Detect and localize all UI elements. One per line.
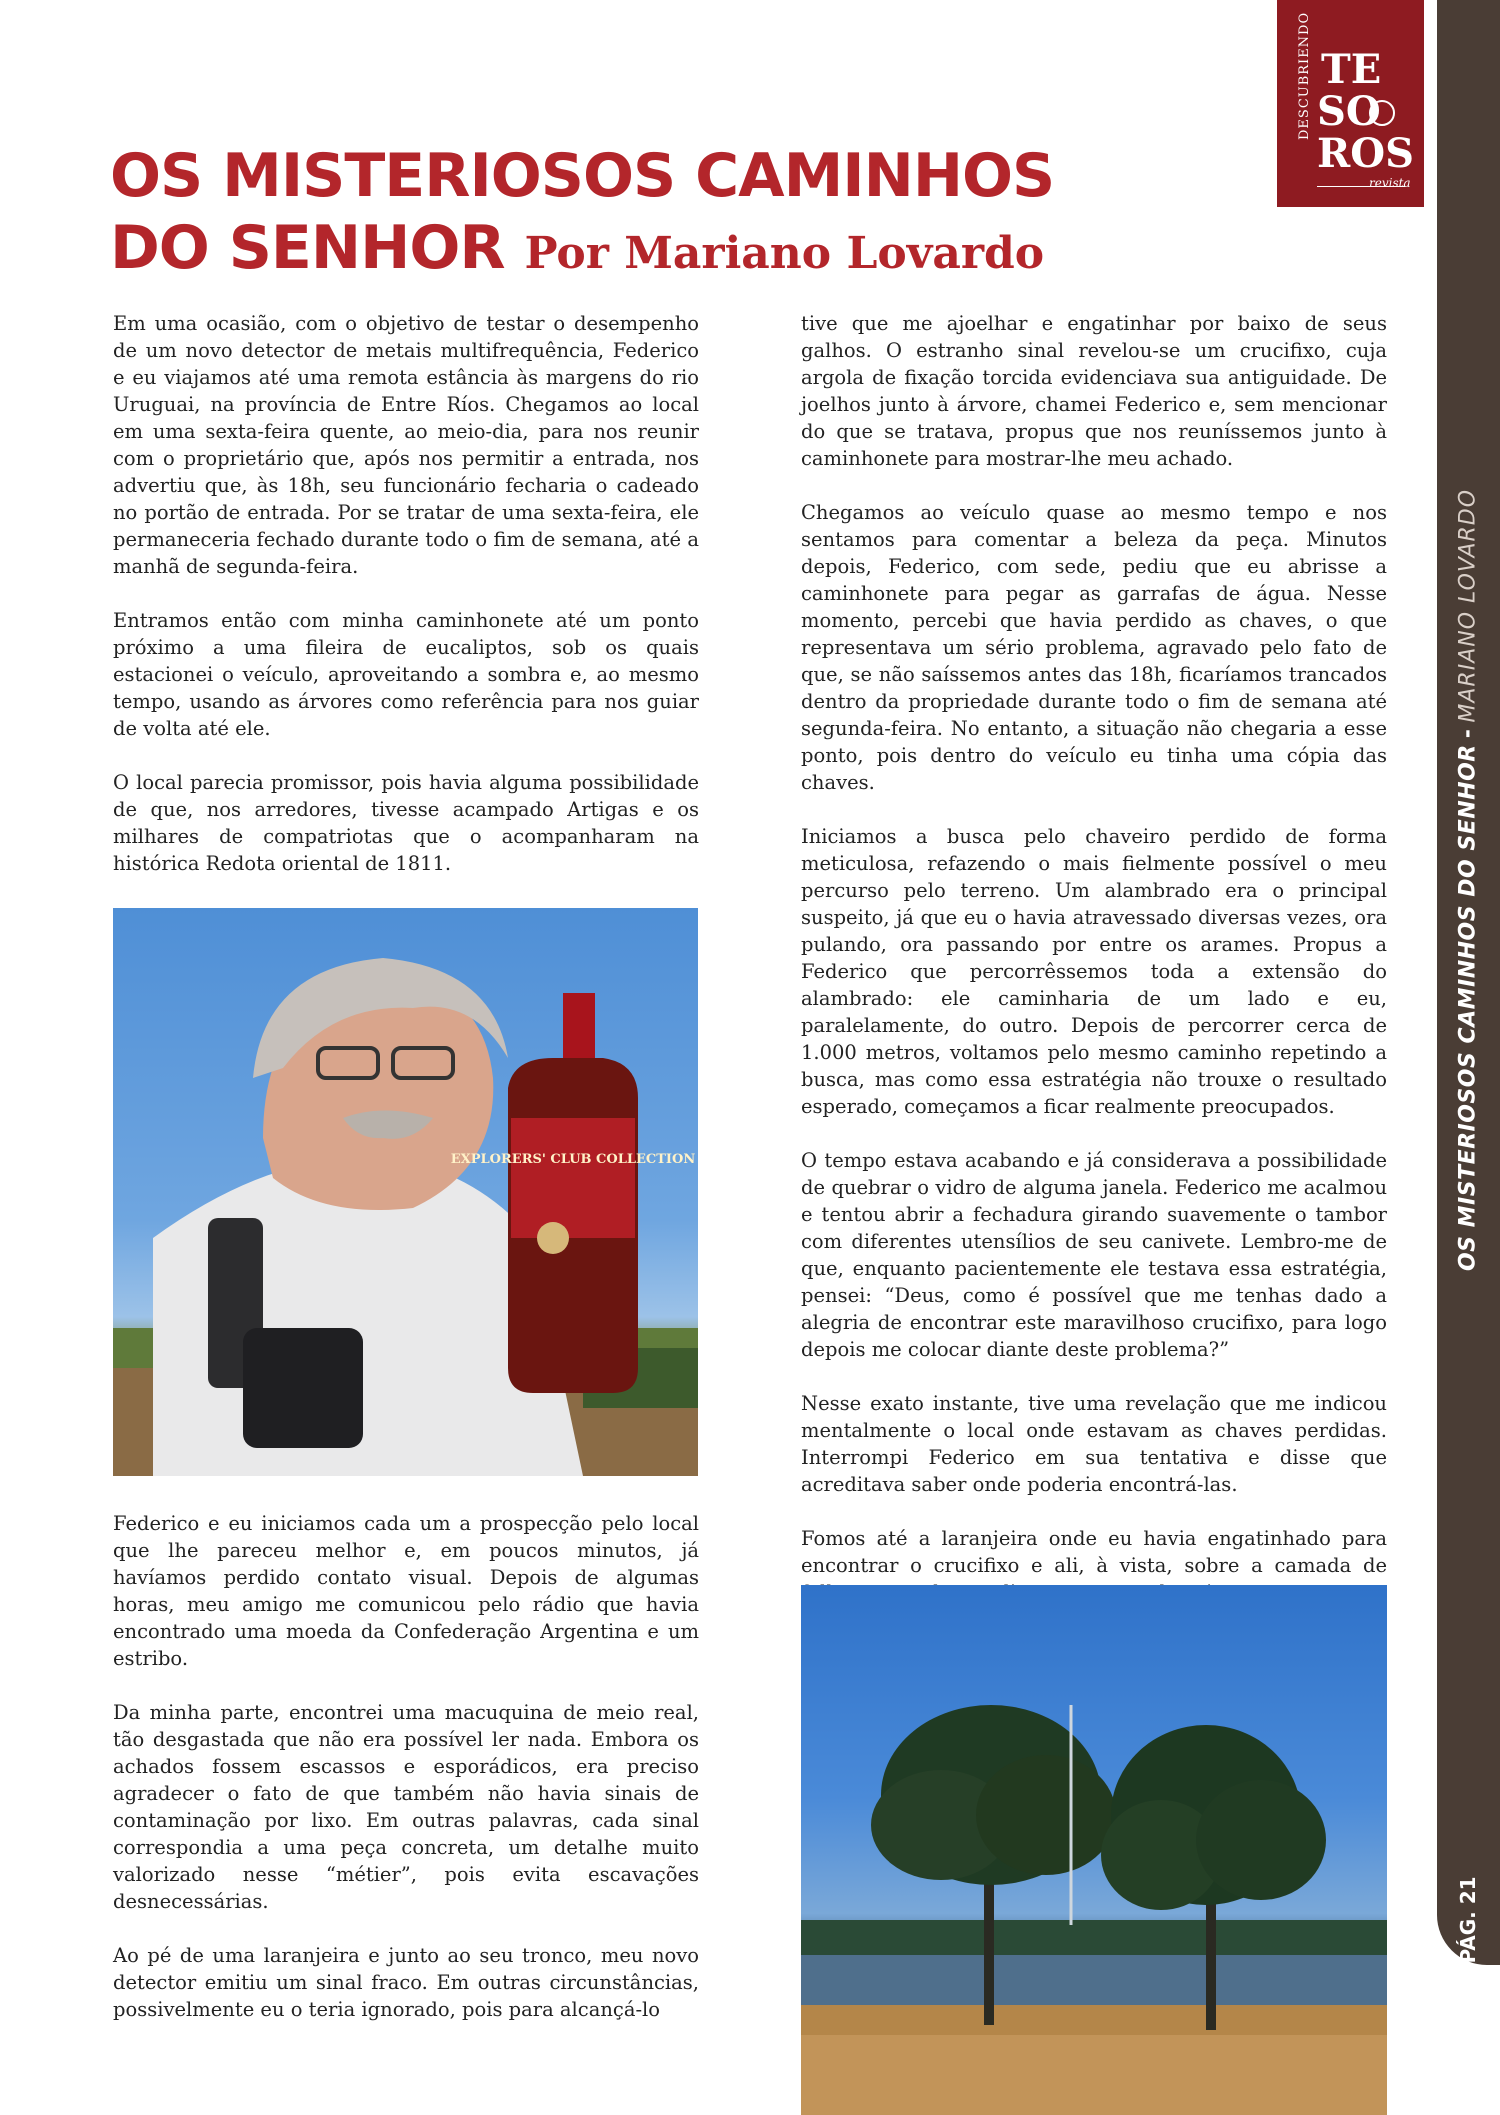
photo-illustration bbox=[113, 908, 698, 1476]
column-1-bottom bbox=[113, 1510, 699, 2050]
photo-man-with-bottle bbox=[113, 908, 698, 1476]
logo-seal-icon bbox=[1369, 100, 1395, 126]
paragraph: Em uma ocasião, com o objetivo de testar o desempenho de um novo detector de metais multifrequência, Federico e eu viajamos até uma remota estância às margens do rio Uruguai, na província de Entre Ríos. Chegamos ao local em uma sexta-feira quente, ao meio-dia, para nos reunir com o proprietário que, após nos permitir a entrada, nos advertiu que, às 18h, seu funcionário fecharia o cadeado no portão de entrada. Por se tratar de uma sexta-feira, ele permaneceria fechado durante todo o fim de semana, até a manhã de segunda-feira. bbox=[113, 312, 699, 578]
sidebar-running-title: OS MISTERIOSOS CAMINHOS DO SENHOR-MARIANO LOVARDO bbox=[1455, 488, 1481, 1272]
paragraph: Chegamos ao veículo quase ao mesmo tempo e nos sentamos para comentar a beleza da peça. Minutos depois, Federico, com sede, pediu que eu abrisse a caminhonete para pegar as garrafas de água. Nesse momento, percebi que havia perdido as chaves, o que representava um sério problema, agravado pelo fato de que, se não saíssemos antes das 18h, ficaríamos trancados dentro da propriedade durante todo o fim de semana até segunda-feira. No entanto, a situação não chegaria a esse ponto, pois dentro do veículo eu tinha uma cópia das chaves. bbox=[801, 501, 1387, 794]
page-number: PÁG. 21 bbox=[1456, 1876, 1480, 1964]
paragraph: Nesse exato instante, tive uma revelação que me indicou mentalmente o local onde estavam as chaves perdidas. Interrompi Federico em sua tentativa e disse que acreditava saber onde poderia encontrá-las. bbox=[801, 1392, 1387, 1496]
photo-trees-landscape bbox=[801, 1585, 1387, 2115]
column-1-top bbox=[113, 310, 699, 904]
headline-line-1: OS MISTERIOSOS CAMINHOS bbox=[110, 141, 1055, 211]
paragraph: Ao pé de uma laranjeira e junto ao seu tronco, meu novo detector emitiu um sinal fraco. Em outras circunstâncias, possivelmente eu o teria ignorado, pois para alcançá-lo bbox=[113, 1944, 699, 2021]
paragraph: Fomos até a laranjeira onde eu havia engatinhado para encontrar o crucifixo e ali, à vista, sobre a camada de bbox=[801, 1527, 1387, 1577]
logo-line-1: TE bbox=[1321, 46, 1382, 93]
paragraph: O local parecia promissor, pois havia alguma possibilidade de que, nos arredores, tivesse acampado Artigas e os milhares de compatriotas que o acompanharam na histórica Redota oriental de 1811. bbox=[113, 771, 699, 875]
logo-line-2: SO bbox=[1317, 88, 1381, 135]
logo-side-text: DESCUBRIENDO bbox=[1297, 11, 1312, 140]
byline: Por Mariano Lovardo bbox=[524, 228, 1045, 279]
headline-line-2: DO SENHOR Por Mariano Lovardo bbox=[110, 213, 1045, 283]
paragraph: tive que me ajoelhar e engatinhar por baixo de seus galhos. O estranho sinal revelou-se um crucifixo, cuja argola de fixação torcida evidenciava sua antiguidade. De joelhos junto à árvore, chamei Federico e, sem mencionar do que se tratava, propus que nos reuníssemos junto à caminhonete para mostrar-lhe meu achado. bbox=[801, 312, 1387, 470]
column-2 bbox=[801, 310, 1387, 1633]
paragraph: Entramos então com minha caminhonete até um ponto próximo a uma fileira de eucaliptos, sob os quais estacionei o veículo, aproveitando a sombra e, ao mesmo tempo, usando as árvores como referência para nos guiar de volta até ele. bbox=[113, 609, 699, 740]
paragraph: Federico e eu iniciamos cada um a prospecção pelo local que lhe pareceu melhor e, em poucos minutos, já havíamos perdido contato visual. Depois de algumas horas, meu amigo me comunicou pelo rádio que havia encontrado uma moeda da Confederação Argentina e um estribo. bbox=[113, 1512, 699, 1670]
article-headline bbox=[110, 140, 1260, 290]
magazine-logo bbox=[1277, 0, 1424, 207]
paragraph: O tempo estava acabando e já considerava a possibilidade de quebrar o vidro de alguma janela. Federico me acalmou e tentou abrir a fechadura girando suavemente o tambor com diferentes utensílios de seu canivete. Lembro-me de que, enquanto pacientemente ele testava essa estratégia, pensei: “Deus, como é possível que me tenhas dado a alegria de encontrar este maravilhoso crucifixo, para logo depois me colocar diante deste problema?” bbox=[801, 1149, 1387, 1361]
paragraph: Da minha parte, encontrei uma macuquina de meio real, tão desgastada que não era possível ler nada. Embora os achados fossem escassos e esporádicos, era preciso agradecer o fato de que também não havia sinais de contaminação por lixo. Em outras palavras, cada sinal correspondia a uma peça concreta, um detalhe muito valorizado nesse “métier”, pois evita escavações desnecessárias. bbox=[113, 1701, 699, 1913]
paragraph: Iniciamos a busca pelo chaveiro perdido de forma meticulosa, refazendo o mais fielmente possível o meu percurso pelo terreno. Um alambrado era o principal suspeito, já que eu o havia atravessado diversas vezes, ora pulando, ora passando por entre os arames. Propus a Federico que percorrêssemos toda a extensão do alambrado: ele caminharia de um lado e eu, paralelamente, do outro. Depois de percorrer cerca de 1.000 metros, voltamos pelo mesmo caminho repetindo a busca, mas como essa estratégia não trouxe o resultado esperado, começamos a ficar realmente preocupados. bbox=[801, 825, 1387, 1118]
logo-line-3: ROS bbox=[1317, 130, 1414, 177]
bottle-label: EXPLORERS' CLUB COLLECTION bbox=[450, 1152, 696, 1167]
logo-subtitle: revista bbox=[1369, 176, 1411, 190]
photo-illustration bbox=[801, 1585, 1387, 2115]
